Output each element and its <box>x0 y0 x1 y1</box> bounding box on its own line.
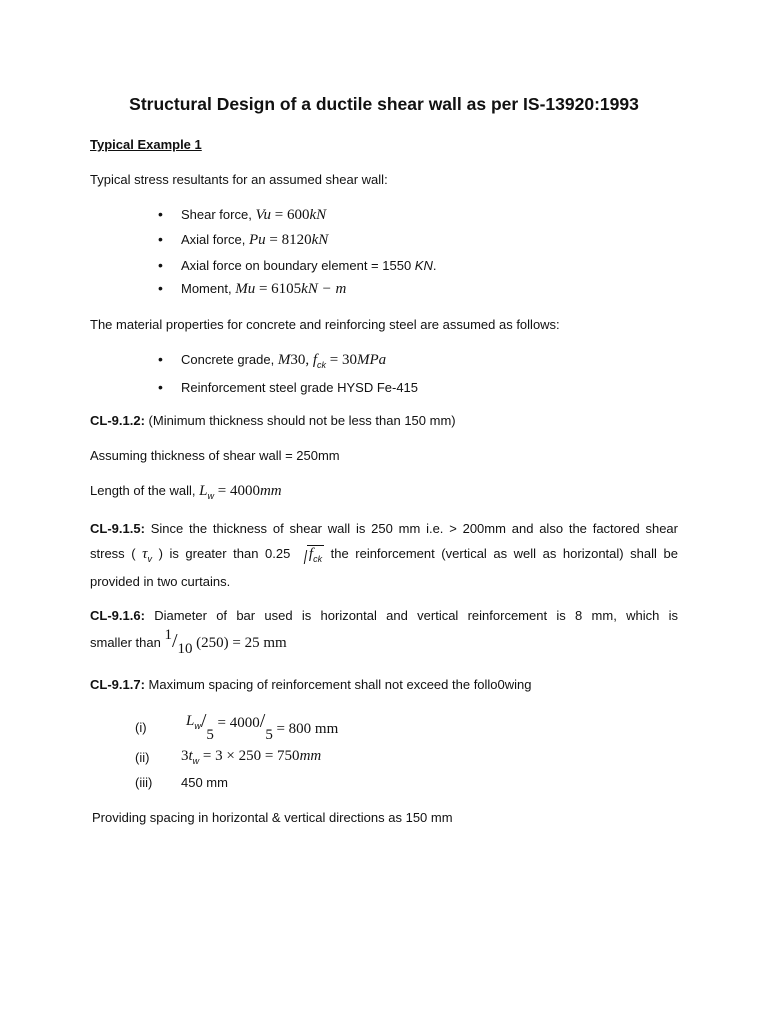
clause-9-1-5-line2: stress ( $\tau_v$ ) is greater than 0.25 $f_{ck}$ the reinforcement (vertical as well as horizontal) shall be <box>90 546 678 564</box>
wall-length: Length of the wall, $L_w = 4000mm$ <box>90 483 282 501</box>
page-title: Structural Design of a ductile shear wall as per IS-13920:1993 <box>129 94 639 114</box>
thickness-text: Assuming thickness of shear wall = 250mm <box>90 448 340 463</box>
example-heading: Typical Example 1 <box>90 137 202 152</box>
spacing-label-i: (i) <box>135 720 147 735</box>
clause-9-1-2: CL-9.1.2: (Minimum thickness should not be less than 150 mm) <box>90 413 456 428</box>
clause-9-1-5-line3: provided in two curtains. <box>90 574 231 589</box>
bullet-axial-force: • Axial force, Pu = 8120kN <box>158 231 329 248</box>
clause-9-1-6-line2: smaller than 1/10 (250) = 25 mm <box>90 627 287 657</box>
materials-intro: The material properties for concrete and reinforcing steel are assumed as follows: <box>90 317 560 332</box>
spacing-label-ii: (ii) <box>135 750 150 765</box>
spacing-formula-ii: $3t_w = 3 \times 250 = 750mm$ <box>181 748 322 766</box>
clause-9-1-7: CL-9.1.7: Maximum spacing of reinforcement shall not exceed the follo0wing <box>90 677 532 692</box>
bullet-boundary-force: • Axial force on boundary element = 1550 KN. <box>158 257 437 273</box>
clause-9-1-6-line1: CL-9.1.6: Diameter of bar used is horizontal and vertical reinforcement is 8 mm, which is <box>90 608 678 623</box>
bullet-shear-force: • Shear force, Vu = 600kN <box>158 206 327 223</box>
spacing-value-iii: 450 mm <box>181 775 228 790</box>
bullet-moment: • Moment, Mu = 6105kN − m <box>158 280 347 297</box>
bullet-concrete-grade: • Concrete grade, M30, $f_{ck} = 30MPa$ <box>158 351 387 370</box>
intro-text: Typical stress resultants for an assumed shear wall: <box>90 172 388 187</box>
clause-9-1-5-line1: CL-9.1.5: Since the thickness of shear wall is 250 mm i.e. > 200mm and also the factored shear <box>90 521 678 536</box>
spacing-label-iii: (iii) <box>135 775 153 790</box>
spacing-formula-i: Lw/5 = 4000/5 = 800 mm <box>186 710 339 743</box>
conclusion-text: Providing spacing in horizontal & vertical directions as 150 mm <box>92 810 453 825</box>
bullet-steel-grade: • Reinforcement steel grade HYSD Fe-415 <box>158 379 419 395</box>
